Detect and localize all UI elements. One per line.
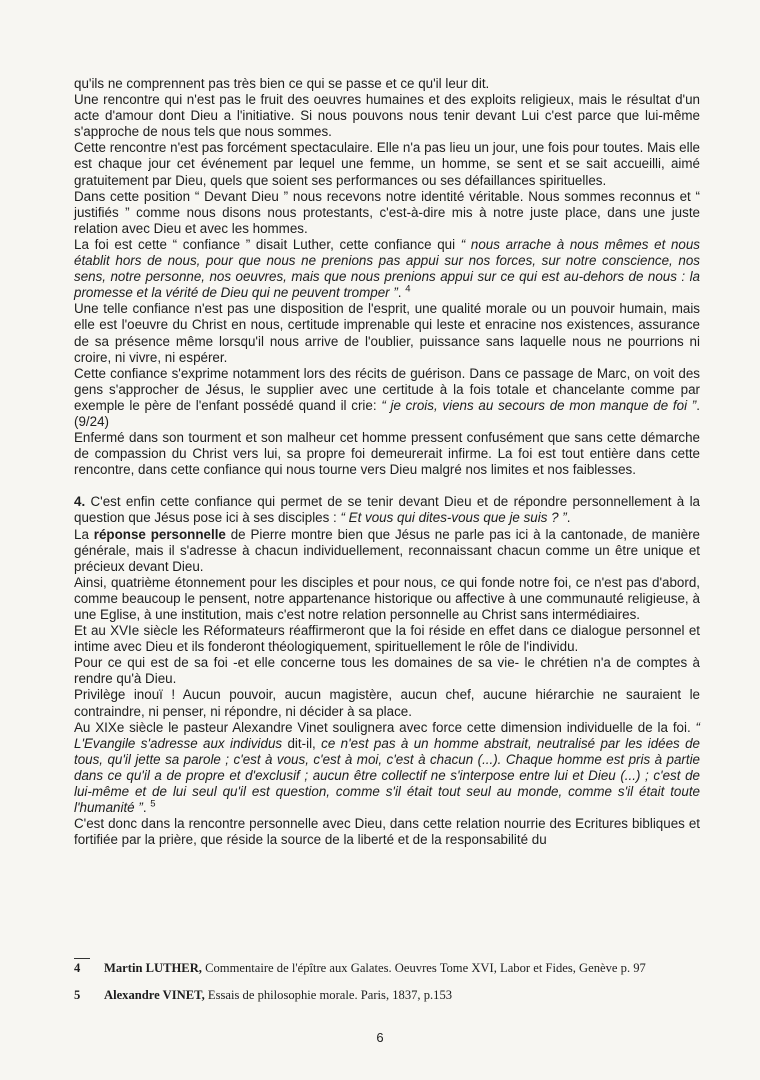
text-run: 4. xyxy=(74,494,86,510)
paragraph xyxy=(74,816,700,848)
paragraph xyxy=(74,575,700,623)
paragraph xyxy=(74,237,700,301)
paragraph xyxy=(74,527,700,575)
text-run: Enfermé dans son tourment et son malheur cet homme pressent confusément que sans cette démarche de compassion du Christ vers lui, sa propre foi demeurerait infirme. La foi est tout entière dans cette rencontre, dans cette confiance qui nous tourne vers Dieu malgré nos limites et nos faiblesses. xyxy=(74,430,700,478)
text-run: Au XIXe siècle le pasteur Alexandre Vinet soulignera avec force cette dimension individuelle de la foi. xyxy=(74,719,696,735)
text-run: Cette rencontre n'est pas forcément spectaculaire. Elle n'a pas lieu un jour, une fois pour toutes. Mais elle est chaque jour cet événement par lequel une femme, un homme, se sent et se sait accueilli, aimé gratuitement par Dieu, quels que soient ses performances ou ses défaillances spirituelles. xyxy=(74,140,700,188)
paragraph xyxy=(74,623,700,655)
text-run: “ nous arrache à nous mêmes et nous établit hors de nous, pour que nous ne prenions pas appui sur nos forces, sur notre conscience, nos sens, notre personne, nos oeuvres, mais que nous prenions appui sur ce qui est au-dehors de nous : la promesse et la vérité de Dieu qui ne peuvent tromper ” xyxy=(74,236,701,301)
text-run: La foi est cette “ confiance ” disait Luther, cette confiance qui xyxy=(74,236,461,252)
text-run: C'est donc dans la rencontre personnelle avec Dieu, dans cette relation nourrie des Ecritures bibliques et fortifiée par la prière, que réside la source de la liberté et de la responsabilité du xyxy=(74,816,700,848)
paragraph xyxy=(74,76,700,92)
text-run: “ je crois, viens au secours de mon manque de foi ” xyxy=(381,397,697,413)
footnote-author: Alexandre VINET, xyxy=(104,988,205,1002)
text-run: Et au XVIe siècle les Réformateurs réaffirmeront que la foi réside en effet dans ce dialogue personnel et intime avec Dieu et ils fonderont théologiquement, spirituellement le rôle de l'individu. xyxy=(74,623,700,655)
footnote-author: Martin LUTHER, xyxy=(104,961,202,975)
text-run: Ainsi, quatrième étonnement pour les disciples et pour nous, ce qui fonde notre foi, ce n'est pas d'abord, comme beaucoup le pensent, notre appartenance historique ou affective à une communauté religieuse, à une Eglise, à une institution, mais c'est notre relation personnelle au Christ sans intermédiaires. xyxy=(74,574,700,622)
paragraph xyxy=(74,301,700,365)
footnote-4 xyxy=(74,961,714,976)
paragraph xyxy=(74,720,700,817)
text-run: La xyxy=(74,526,94,542)
footnote-number: 4 xyxy=(74,961,81,975)
footnote-5 xyxy=(74,988,714,1003)
paragraph xyxy=(74,189,700,237)
page-number: 6 xyxy=(376,1030,384,1045)
text-run: de Pierre montre bien que Jésus ne parle pas ici à la cantonade, de manière générale, mais il s'adresse à chacun individuellement, reconnaissant chacun comme un être unique et précieux devant Dieu. xyxy=(74,526,700,574)
text-run: “ Et vous qui dites-vous que je suis ? ” xyxy=(340,510,567,526)
footnote-rule xyxy=(74,958,90,959)
text-run: Pour ce qui est de sa foi -et elle concerne tous les domaines de sa vie- le chrétien n'a de comptes à rendre qu'à Dieu. xyxy=(74,655,700,687)
footnote-text: Commentaire de l'épître aux Galates. Oeuvres Tome XVI, Labor et Fides, Genève p. 97 xyxy=(201,961,646,975)
main-text xyxy=(74,76,700,848)
footnote-ref: 4 xyxy=(405,283,411,295)
text-run: Une rencontre qui n'est pas le fruit des oeuvres humaines et des exploits religieux, mais le résultat d'un acte d'amour dont Dieu a l'initiative. Si nous pouvons nous tenir devant Lui c'est parce que lui-même s'approche de nous tels que nous sommes. xyxy=(74,92,700,140)
text-run: . xyxy=(142,800,151,816)
footnote-text: Essais de philosophie morale. Paris, 1837, p.153 xyxy=(204,988,453,1002)
text-run: C'est enfin cette confiance qui permet de se tenir devant Dieu et de répondre personnellement à la question que Jésus pose ici à ses disciples : xyxy=(74,494,700,526)
text-run: . xyxy=(566,510,571,526)
text-run: Dans cette position “ Devant Dieu ” nous recevons notre identité véritable. Nous sommes reconnus et “ justifiés ” comme nous disons nous protestants, c'est-à-dire mis à notre juste place, dans une juste relation avec Dieu et avec les hommes. xyxy=(74,188,700,236)
section-gap xyxy=(74,478,700,494)
footnotes xyxy=(74,958,714,1015)
paragraph xyxy=(74,655,700,687)
text-run: Privilège inouï ! Aucun pouvoir, aucun magistère, aucun chef, aucune hiérarchie ne sauraient le contraindre, ni penser, ni répondre, ni décider à sa place. xyxy=(74,687,700,719)
paragraph xyxy=(74,140,700,188)
paragraph xyxy=(74,687,700,719)
paragraph xyxy=(74,430,700,478)
text-run: qu'ils ne comprennent pas très bien ce qui se passe et ce qu'il leur dit. xyxy=(74,76,490,91)
footnote-ref: 5 xyxy=(150,798,156,810)
text-run: dit-il, xyxy=(282,735,322,751)
footnote-number: 5 xyxy=(74,988,81,1002)
text-run: Cette confiance s'exprime notamment lors des récits de guérison. Dans ce passage de Marc, on voit des gens s'approcher de Jésus, le supplier avec une certitude à la fois totale et chancelante comme par exemple le père de l'enfant possédé quand il crie: xyxy=(74,365,700,413)
paragraph xyxy=(74,92,700,140)
text-run: réponse personnelle xyxy=(93,526,226,542)
text-run: ce n'est pas à un homme abstrait, neutralisé par les idées de tous, qu'il jette sa parole ; c'est à vous, c'est à moi, c'est à chacun (...). Chaque homme est pris à partie dans ce qu'il a de propre et d'exclusif ; aucun être collectif ne s'interpose entre lui et Dieu (...) ; c'est de lui-même et de lui seul qu'il est question, comme s'il était tout seul au monde, comme s'il était toute l'humanité ” xyxy=(74,735,701,816)
paragraph xyxy=(74,366,700,430)
text-run: . (9/24) xyxy=(74,397,700,429)
paragraph xyxy=(74,494,700,526)
text-run: . xyxy=(397,285,406,301)
text-run: “ L'Evangile s'adresse aux individus xyxy=(74,719,700,751)
text-run: Une telle confiance n'est pas une disposition de l'esprit, une qualité morale ou un pouvoir humain, mais elle est l'oeuvre du Christ en nous, certitude imprenable qui leste et enracine nos existences, assurance de sa présence même lorsqu'il nous arrive de l'oublier, puissance sans laquelle nous ne pourrions ni croire, ni vivre, ni espérer. xyxy=(74,301,700,365)
